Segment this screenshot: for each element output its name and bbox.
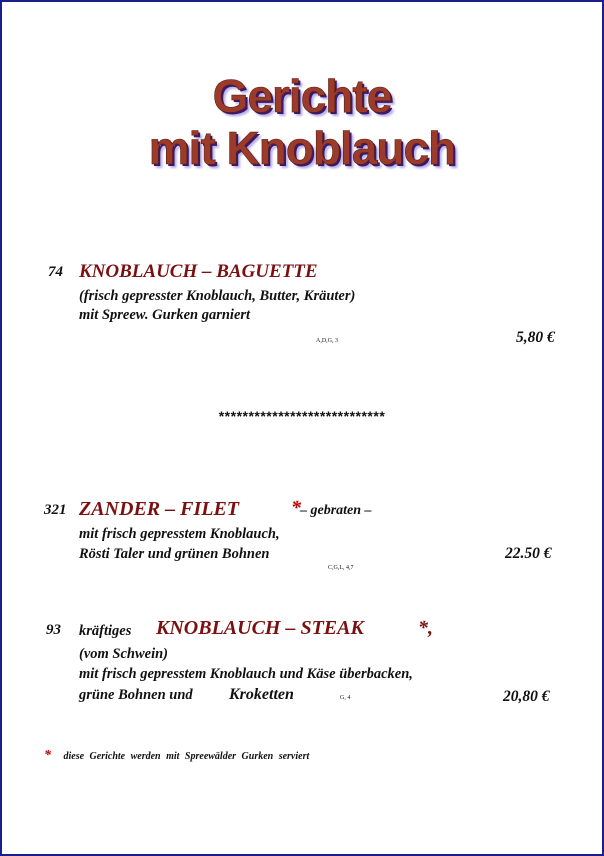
item-number: 93 xyxy=(46,622,61,638)
item-allergens: C,G,L, 4,7 xyxy=(328,565,354,571)
title-line-1: Gerichte xyxy=(212,70,392,122)
item-description-line: mit frisch gepresstem Knoblauch und Käse überbacken, xyxy=(79,666,413,682)
item-star: *, xyxy=(418,617,433,639)
item-allergens: A,D,G, 3 xyxy=(316,338,338,344)
item-description-line: (frisch gepresster Knoblauch, Butter, Kräuter) xyxy=(79,288,356,304)
item-allergens: G, 4 xyxy=(340,695,351,701)
item-description-line: grüne Bohnen und xyxy=(79,687,193,703)
footnote-text: diese Gerichte werden mit Spreewälder Gurken serviert xyxy=(63,751,310,762)
item-description-line: mit Spreew. Gurken garniert xyxy=(79,307,251,323)
item-prefix: kräftiges xyxy=(79,623,132,639)
item-number: 321 xyxy=(44,502,67,518)
footnote-mark: * xyxy=(44,748,51,763)
title-line-2: mit Knoblauch xyxy=(148,122,456,174)
item-price: 5,80 € xyxy=(516,329,555,346)
separator-stars: **************************** xyxy=(218,408,386,424)
footnote xyxy=(44,748,309,764)
item-name: KNOBLAUCH – BAGUETTE xyxy=(79,261,318,282)
item-name: KNOBLAUCH – STEAK xyxy=(156,617,364,639)
item-preparation: – gebraten – xyxy=(300,503,372,518)
item-number: 74 xyxy=(48,264,63,280)
item-price: 20,80 € xyxy=(503,688,550,705)
item-name: ZANDER – FILET xyxy=(79,498,240,520)
item-description-line: mit frisch gepresstem Knoblauch, xyxy=(79,526,280,542)
item-description-line: Kroketten xyxy=(229,686,294,703)
menu-title xyxy=(0,70,604,174)
item-star: * xyxy=(291,497,301,519)
item-description-line: (vom Schwein) xyxy=(79,646,169,662)
item-description-line: Rösti Taler und grünen Bohnen xyxy=(79,546,270,562)
item-price: 22.50 € xyxy=(505,545,552,562)
